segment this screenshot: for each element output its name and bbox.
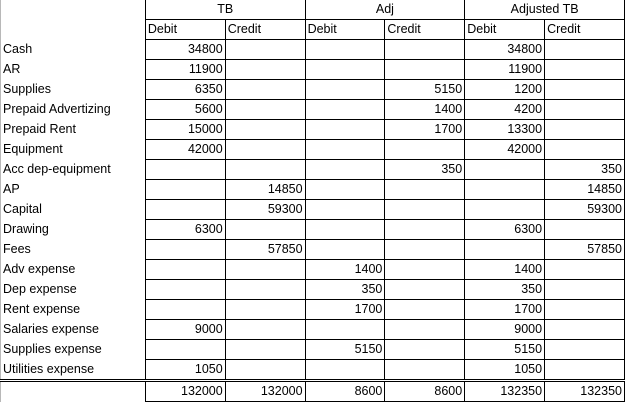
cell-adj-credit[interactable]: 1400 [385, 100, 465, 120]
cell-adjusted-debit[interactable]: 42000 [465, 140, 545, 160]
cell-adj-debit[interactable] [305, 240, 385, 260]
cell-adj-debit[interactable] [305, 120, 385, 140]
cell-adjusted-credit[interactable] [545, 120, 625, 140]
totals-row [1, 381, 625, 402]
cell-adj-credit[interactable] [385, 360, 465, 381]
column-header-row [1, 20, 625, 40]
cell-tb-credit[interactable]: 59300 [225, 200, 305, 220]
column-header-tb-debit[interactable]: Debit [145, 20, 225, 40]
table-row [1, 300, 625, 320]
cell-tb-debit[interactable] [145, 280, 225, 300]
total-adj-debit[interactable]: 8600 [305, 381, 385, 402]
column-header-adj-credit[interactable]: Credit [385, 20, 465, 40]
cell-adj-debit[interactable] [305, 140, 385, 160]
table-row [1, 340, 625, 360]
table-row [1, 180, 625, 200]
cell-adj-credit[interactable] [385, 140, 465, 160]
cell-adj-credit[interactable]: 1700 [385, 120, 465, 140]
cell-tb-credit[interactable] [225, 160, 305, 180]
cell-tb-debit[interactable]: 9000 [145, 320, 225, 340]
account-name-cell[interactable]: AR [1, 60, 146, 80]
cell-tb-credit[interactable] [225, 140, 305, 160]
table-row [1, 60, 625, 80]
cell-tb-debit[interactable]: 6300 [145, 220, 225, 240]
column-header-adjusted-debit[interactable]: Debit [465, 20, 545, 40]
cell-adjusted-debit[interactable] [465, 240, 545, 260]
cell-adj-credit[interactable] [385, 40, 465, 60]
cell-adj-credit[interactable] [385, 180, 465, 200]
group-header-adjusted-tb[interactable]: Adjusted TB [465, 0, 625, 20]
cell-adjusted-credit[interactable] [545, 60, 625, 80]
cell-adj-debit[interactable] [305, 320, 385, 340]
table-row [1, 360, 625, 381]
account-name-cell[interactable]: Capital [1, 200, 146, 220]
cell-adj-credit[interactable] [385, 200, 465, 220]
cell-adj-credit[interactable] [385, 220, 465, 240]
account-name-cell[interactable]: Supplies [1, 80, 146, 100]
account-name-cell[interactable]: Dep expense [1, 280, 146, 300]
cell-tb-credit[interactable] [225, 120, 305, 140]
total-adjusted-debit[interactable]: 132350 [465, 381, 545, 402]
cell-adj-debit[interactable] [305, 360, 385, 381]
cell-tb-credit[interactable] [225, 360, 305, 381]
total-tb-debit[interactable]: 132000 [145, 381, 225, 402]
cell-tb-debit[interactable] [145, 260, 225, 280]
cell-adjusted-credit[interactable]: 14850 [545, 180, 625, 200]
cell-adjusted-debit[interactable] [465, 180, 545, 200]
account-name-cell[interactable]: Cash [1, 40, 146, 60]
cell-adj-debit[interactable]: 350 [305, 280, 385, 300]
cell-adjusted-debit[interactable]: 34800 [465, 40, 545, 60]
cell-adj-credit[interactable]: 5150 [385, 80, 465, 100]
table-row [1, 120, 625, 140]
cell-tb-debit[interactable] [145, 240, 225, 260]
account-name-cell[interactable]: Prepaid Rent [1, 120, 146, 140]
cell-adj-credit[interactable] [385, 320, 465, 340]
account-name-cell[interactable]: Drawing [1, 220, 146, 240]
group-header-row [1, 0, 625, 20]
total-adjusted-credit[interactable]: 132350 [545, 381, 625, 402]
column-header-adj-debit[interactable]: Debit [305, 20, 385, 40]
table-row [1, 220, 625, 240]
cell-adjusted-debit[interactable]: 11900 [465, 60, 545, 80]
corner-cell[interactable] [1, 0, 146, 20]
cell-tb-debit[interactable]: 5600 [145, 100, 225, 120]
cell-adjusted-debit[interactable]: 1400 [465, 260, 545, 280]
table-row [1, 320, 625, 340]
cell-adj-credit[interactable] [385, 60, 465, 80]
cell-adjusted-credit[interactable] [545, 220, 625, 240]
account-name-cell[interactable]: Prepaid Advertizing [1, 100, 146, 120]
cell-adj-debit[interactable] [305, 160, 385, 180]
cell-adjusted-debit[interactable]: 350 [465, 280, 545, 300]
cell-tb-debit[interactable] [145, 200, 225, 220]
cell-adj-credit[interactable] [385, 340, 465, 360]
account-name-cell[interactable]: Adv expense [1, 260, 146, 280]
cell-tb-debit[interactable] [145, 160, 225, 180]
cell-tb-credit[interactable] [225, 300, 305, 320]
cell-tb-credit[interactable]: 14850 [225, 180, 305, 200]
cell-adjusted-debit[interactable]: 1200 [465, 80, 545, 100]
cell-tb-credit[interactable] [225, 40, 305, 60]
cell-adj-debit[interactable]: 1700 [305, 300, 385, 320]
cell-adjusted-debit[interactable]: 4200 [465, 100, 545, 120]
column-header-adjusted-credit[interactable]: Credit [545, 20, 625, 40]
cell-tb-debit[interactable] [145, 340, 225, 360]
cell-tb-credit[interactable] [225, 320, 305, 340]
cell-adjusted-credit[interactable] [545, 300, 625, 320]
column-header-tb-credit[interactable]: Credit [225, 20, 305, 40]
cell-adj-debit[interactable] [305, 60, 385, 80]
cell-adjusted-credit[interactable]: 350 [545, 160, 625, 180]
table-row [1, 80, 625, 100]
cell-tb-credit[interactable]: 57850 [225, 240, 305, 260]
cell-adj-debit[interactable] [305, 220, 385, 240]
table-row [1, 160, 625, 180]
cell-tb-debit[interactable] [145, 300, 225, 320]
total-adj-credit[interactable]: 8600 [385, 381, 465, 402]
cell-tb-credit[interactable] [225, 80, 305, 100]
cell-adjusted-debit[interactable]: 5150 [465, 340, 545, 360]
cell-tb-credit[interactable] [225, 260, 305, 280]
cell-adj-debit[interactable] [305, 100, 385, 120]
cell-tb-debit[interactable] [145, 180, 225, 200]
cell-adj-debit[interactable] [305, 200, 385, 220]
cell-adjusted-debit[interactable]: 6300 [465, 220, 545, 240]
cell-adjusted-credit[interactable] [545, 140, 625, 160]
account-name-cell[interactable]: Acc dep-equipment [1, 160, 146, 180]
cell-tb-credit[interactable] [225, 280, 305, 300]
cell-adjusted-credit[interactable]: 57850 [545, 240, 625, 260]
table-row [1, 40, 625, 60]
account-name-cell[interactable]: Fees [1, 240, 146, 260]
cell-tb-debit[interactable]: 6350 [145, 80, 225, 100]
cell-tb-debit[interactable]: 42000 [145, 140, 225, 160]
group-header-tb[interactable]: TB [145, 0, 305, 20]
account-header-cell[interactable] [1, 20, 146, 40]
cell-tb-credit[interactable] [225, 100, 305, 120]
cell-tb-credit[interactable] [225, 60, 305, 80]
cell-tb-debit[interactable]: 34800 [145, 40, 225, 60]
cell-adj-credit[interactable] [385, 280, 465, 300]
cell-adj-debit[interactable] [305, 80, 385, 100]
cell-tb-debit[interactable]: 15000 [145, 120, 225, 140]
cell-adjusted-debit[interactable] [465, 160, 545, 180]
cell-adj-credit[interactable] [385, 260, 465, 280]
cell-tb-credit[interactable] [225, 340, 305, 360]
cell-adj-debit[interactable]: 5150 [305, 340, 385, 360]
account-name-cell[interactable]: Rent expense [1, 300, 146, 320]
cell-adjusted-credit[interactable] [545, 100, 625, 120]
table-row [1, 260, 625, 280]
cell-adj-debit[interactable]: 1400 [305, 260, 385, 280]
table-row [1, 140, 625, 160]
cell-adjusted-credit[interactable] [545, 260, 625, 280]
cell-adjusted-credit[interactable] [545, 40, 625, 60]
account-name-cell[interactable]: AP [1, 180, 146, 200]
cell-adj-credit[interactable]: 350 [385, 160, 465, 180]
account-name-cell[interactable]: Utilities expense [1, 360, 146, 381]
table-row [1, 240, 625, 260]
cell-adjusted-credit[interactable] [545, 340, 625, 360]
cell-adj-credit[interactable] [385, 240, 465, 260]
cell-adjusted-debit[interactable]: 1700 [465, 300, 545, 320]
table-row [1, 200, 625, 220]
total-tb-credit[interactable]: 132000 [225, 381, 305, 402]
cell-adjusted-credit[interactable] [545, 80, 625, 100]
cell-tb-debit[interactable]: 11900 [145, 60, 225, 80]
totals-label-cell[interactable] [1, 381, 146, 402]
account-name-cell[interactable]: Supplies expense [1, 340, 146, 360]
cell-adjusted-credit[interactable]: 59300 [545, 200, 625, 220]
table-row [1, 280, 625, 300]
cell-adj-credit[interactable] [385, 300, 465, 320]
cell-tb-debit[interactable]: 1050 [145, 360, 225, 381]
group-header-adj[interactable]: Adj [305, 0, 465, 20]
cell-adjusted-debit[interactable] [465, 200, 545, 220]
account-name-cell[interactable]: Salaries expense [1, 320, 146, 340]
account-name-cell[interactable]: Equipment [1, 140, 146, 160]
cell-adjusted-debit[interactable]: 13300 [465, 120, 545, 140]
cell-adj-debit[interactable] [305, 40, 385, 60]
cell-tb-credit[interactable] [225, 220, 305, 240]
cell-adjusted-credit[interactable] [545, 320, 625, 340]
cell-adjusted-credit[interactable] [545, 360, 625, 381]
cell-adjusted-credit[interactable] [545, 280, 625, 300]
cell-adj-debit[interactable] [305, 180, 385, 200]
table-row [1, 100, 625, 120]
cell-adjusted-debit[interactable]: 9000 [465, 320, 545, 340]
cell-adjusted-debit[interactable]: 1050 [465, 360, 545, 381]
